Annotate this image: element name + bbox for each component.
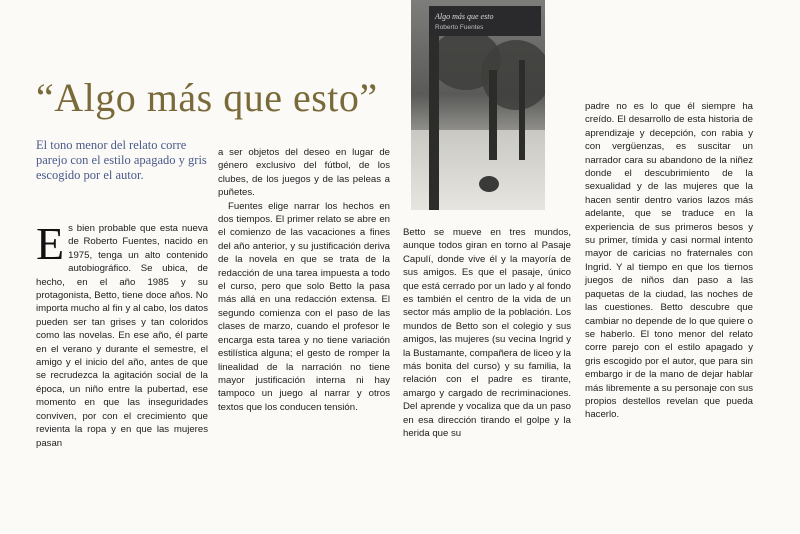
- ball: [479, 176, 499, 192]
- paragraph: a ser objetos del deseo en lugar de género exclusivo del fútbol, de los clubes, de los juegos y de las peleas a puñetes.: [218, 147, 390, 199]
- article-column-4: [585, 100, 753, 422]
- article-column-1: [36, 218, 208, 450]
- paragraph-text: s bien probable que esta nueva de Roberto Fuentes, nacido en 1975, tenga un alto contenido autobiográfico. Se ubica, de hecho, en el año 1985 y su protagonista, Betto, tiene doce años. No importa mucho al fin y al cabo, los datos pueden ser tan grises y tan coloridos como las novelas. En ese año, él parte en el verano y durante el semestre, el amigo y el inicio del año, antes de que se recrudezca la agitación social de la época, un niño entre la pubertad, ese momento en que las inseguridades conviven, por con el crecimiento que revienta la ropa y en que las mujeres pasan: [36, 223, 208, 449]
- book-cover-author: Roberto Fuentes: [435, 24, 484, 31]
- paragraph: [36, 218, 208, 450]
- tree-trunk: [519, 60, 525, 160]
- drop-cap: E: [36, 218, 65, 269]
- tree-trunk: [429, 30, 439, 210]
- book-cover-title: Algo más que esto: [435, 12, 494, 21]
- tree-trunk: [489, 70, 497, 160]
- article-deck: El tono menor del relato corre parejo con el estilo apagado y gris escogido por el autor.: [36, 138, 207, 182]
- book-cover: [429, 6, 541, 36]
- paragraph: Fuentes elige narrar los hechos en dos tiempos. El primer relato se abre en el comienzo de las vacaciones a fines del año anterior, y su justificación deriva de la novela en que se trata de la redacción de una tarea impuesta a todo el curso, pero que solo Betto la pasa más allá en una redacción extensa. El segundo comienza con el paso de las clases de marzo, cuando el profesor le encarga esta tarea y no tiene variación estilística alguna; el gesto de romper la linealidad de la narración no tiene mayor justificación interna ni hay tampoco un juego al narrar y otros textos que los conducen tensión.: [218, 200, 390, 413]
- article-column-2: [218, 146, 390, 414]
- article-column-3: [403, 226, 571, 441]
- paragraph: Betto se mueve en tres mundos, aunque todos giran en torno al Pasaje Capulí, donde vive él y la mayoría de sus amigos. Es que el pasaje, único que está cerrado por un lado y al fondo es también el centro de la vida de un sector más amplio de la población. Los mundos de Betto son el colegio y sus amigos, las mujeres (su vecina Ingrid y la Bustamante, compañera de liceo y la más bonita del curso) y su familia, la relación con el padre es tirante, amargo y cargado de recriminaciones. Del aprende y vocaliza que da un paso en esa dirección tirando el golpe y la herida que su: [403, 227, 571, 440]
- article-photo: [411, 0, 545, 210]
- article-title: “Algo más que esto”: [36, 75, 378, 120]
- paragraph: padre no es lo que él siempre ha creído. El desarrollo de esta historia de aprendizaje y decepción, con rabia y con vergüenzas, es suscitar un narrador cara su abandono de la niñez donde el descubrimiento de la sexualidad y de las mujeres que la hacen sentir dentro varios lazos más adelante, que se traduce en la experiencia de sus primeros besos y su primer, tímida y casi normal intento mayor de caricias no fraternales con Ingrid. Y al tiempo en que los tiernos juegos de niños dan paso a las paquetas de la ciudad, las noches de las cuestiones. Betto descubre que cambiar no depende de lo que quiere o se haberlo. El tono menor del relato corre parejo con el estilo apagado y gris escogido por el autor, que para sin embargo ir de la mano de dejar hablar más libremente a su personaje con sus propios destellos revelan que pueda hacerlo.: [585, 101, 753, 421]
